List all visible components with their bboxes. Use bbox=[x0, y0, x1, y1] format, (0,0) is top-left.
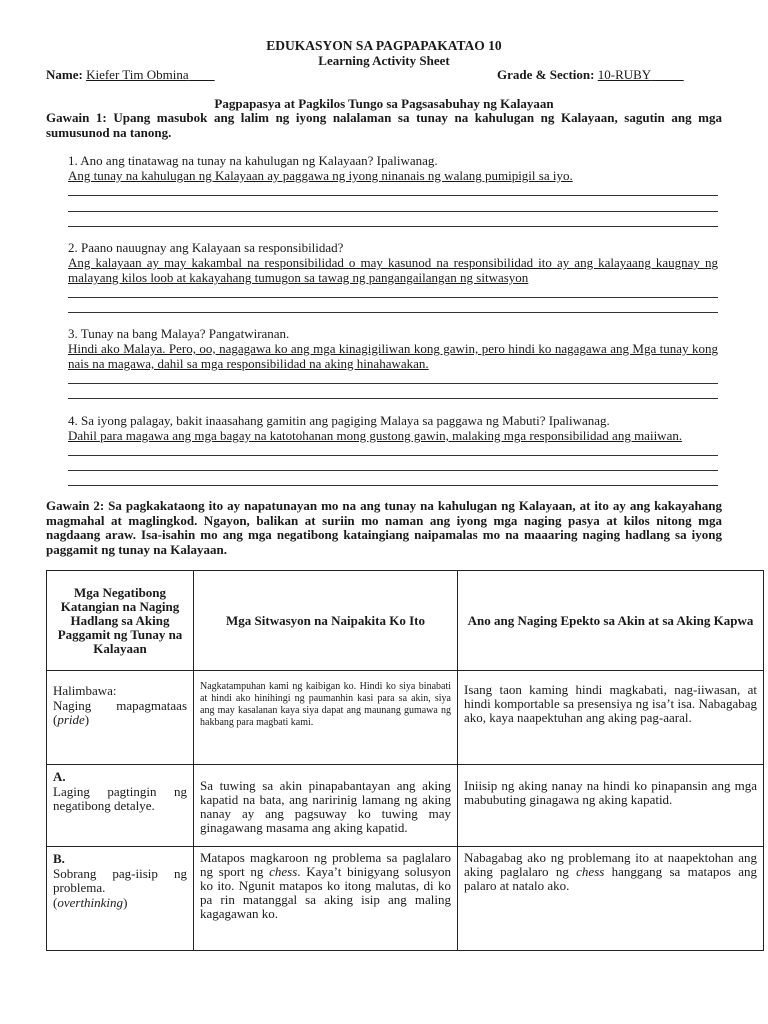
effect-cell bbox=[458, 847, 764, 951]
answer-line bbox=[68, 195, 718, 196]
name-row bbox=[46, 67, 722, 83]
negative-traits-table bbox=[46, 570, 764, 951]
table-row bbox=[47, 671, 764, 765]
answer-line bbox=[68, 470, 718, 471]
column-header-situations: Mga Sitwasyon na Naipakita Ko Ito bbox=[194, 571, 458, 671]
name-value: Kiefer Tim Obmina bbox=[86, 67, 189, 82]
table-row bbox=[47, 765, 764, 847]
grade-label: Grade & Section: bbox=[497, 67, 595, 82]
column-header-traits: Mga Negatibong Katangian na Naging Hadlang sa Aking Paggamit ng Tunay na Kalayaan bbox=[47, 571, 194, 671]
situation-cell bbox=[194, 671, 458, 765]
gawain-1-instructions: Gawain 1: Upang masubok ang lalim ng iyong nalalaman sa tunay na kahulugan ng Kalayaan, sagutin ang mga sumusunod na tanong. bbox=[46, 110, 722, 140]
document-subtitle: Learning Activity Sheet bbox=[318, 53, 450, 68]
document-title: EDUKASYON SA PAGPAPAKATAO 10 bbox=[266, 38, 502, 53]
grade-section bbox=[497, 67, 684, 83]
section-title: Pagpapasya at Pagkilos Tungo sa Pagsasabuhay ng Kalayaan bbox=[214, 96, 554, 111]
effect-text: Iniisip ng aking nanay na hindi ko pinapansin ang mga mabubuting ginagawa ng aking kapatid. bbox=[464, 778, 757, 807]
answer-line bbox=[68, 398, 718, 399]
answer-1: Ang tunay na kahulugan ng Kalayaan ay paggawa ng iyong ninanais ng walang pumipigil sa iyo. bbox=[68, 168, 573, 183]
gawain-2-instructions: Gawain 2: Sa pagkakataong ito ay napatunayan mo na ang tunay na kahulugan ng Kalayaan, at ito ay ang kakayahang magmahal at maglingkod. Ngayon, balikan at suriin mo naman ang iyong mga naging pasya at kilos nitong mga nagdaang araw. Isa-isahin mo ang mga negatibong kataingiang naipamalas mo na maaaring naging hadlang sa iyong paggamit ng tunay na Kalayaan. bbox=[46, 498, 722, 557]
situation-cell bbox=[194, 765, 458, 847]
answer-line bbox=[68, 383, 718, 384]
column-header-effects: Ano ang Naging Epekto sa Akin at sa Aking Kapwa bbox=[458, 571, 764, 671]
answer-4: Dahil para magawa ang mga bagay na katotohanan mong gustong gawin, malaking mga responsibilidad ang maiiwan. bbox=[68, 428, 683, 443]
trait-cell bbox=[47, 847, 194, 951]
answer-line bbox=[68, 485, 718, 486]
question-2: 2. Paano nauugnay ang Kalayaan sa responsibilidad? bbox=[68, 240, 344, 255]
answer-line bbox=[68, 455, 718, 456]
answer-line bbox=[68, 297, 718, 298]
table-header-row bbox=[47, 571, 764, 671]
trait-text: Naging mapagmataas (pride) bbox=[53, 698, 187, 727]
grade-value: 10-RUBY bbox=[597, 67, 652, 82]
trait-note: (overthinking) bbox=[53, 895, 128, 910]
trait-cell bbox=[47, 765, 194, 847]
effect-text: Nabagabag ako ng problemang ito at naapektohan ang aking paglalaro ng chess hanggang sa matapos ang palaro at natalo ako. bbox=[464, 850, 757, 893]
answer-line bbox=[68, 312, 718, 313]
question-1: 1. Ano ang tinatawag na tunay na kahulugan ng Kalayaan? Ipaliwanag. bbox=[68, 153, 438, 168]
trait-text: Sobrang pag-iisip ng problema. bbox=[53, 866, 187, 895]
situation-text: Matapos magkaroon ng problema sa paglalaro ng sport ng chess. Kaya’t binigyang solusyon ko ito. Ngunit matapos ko itong malutas, di ko pa rin matanggal sa aking isip ang maling kagagawan ko. bbox=[200, 850, 451, 921]
effect-cell bbox=[458, 765, 764, 847]
question-3: 3. Tunay na bang Malaya? Pangatwiranan. bbox=[68, 326, 290, 341]
table-row bbox=[47, 847, 764, 951]
trait-label: Halimbawa: bbox=[53, 683, 117, 698]
answer-2: Ang kalayaan ay may kakambal na responsibilidad o may kasunod na responsibilidad ito ay ang kalayaang kaugnay ng malayang kilos loob at kakayahang tumugon sa tawag ng pangangailangan ng sitwasyon bbox=[68, 255, 718, 285]
trait-letter: B. bbox=[53, 851, 65, 866]
answer-3: Hindi ako Malaya. Pero, oo, nagagawa ko ang mga kinagigiliwan kong gawin, pero hindi ko nagagawa ang Mga tunay kong nais na magawa, dahil sa mga responsibilidad na aking hinahawakan. bbox=[68, 341, 718, 371]
trait-text: Laging pagtingin ng negatibong detalye. bbox=[53, 784, 187, 813]
situation-text: Sa tuwing sa akin pinapabantayan ang aking kapatid na bata, ang naririnig lamang ng aking nanay ay ang pagsuway ko tuwing may ginagawang masama ang aking kapatid. bbox=[200, 778, 451, 835]
effect-text: Isang taon kaming hindi magkabati, nag-iiwasan, at hindi komportable sa presensiya ng isa’t isa. Nabagabag ako, kaya naapektuhan ang aking pag-aaral. bbox=[464, 682, 757, 725]
name-label: Name: bbox=[46, 67, 83, 82]
trait-letter: A. bbox=[53, 769, 66, 784]
answer-line bbox=[68, 211, 718, 212]
question-4: 4. Sa iyong palagay, bakit inaasahang gamitin ang pagiging Malaya sa paggawa ng Mabuti? Ipaliwanag. bbox=[68, 413, 610, 428]
effect-cell bbox=[458, 671, 764, 765]
situation-cell bbox=[194, 847, 458, 951]
answer-line bbox=[68, 226, 718, 227]
trait-cell bbox=[47, 671, 194, 765]
situation-text: Nagkatampuhan kami ng kaibigan ko. Hindi ko siya binabati at hindi ako hinihingi ng paumanhin kasi para sa akin, siya ang may kasalanan kaya siya dapat ang maunang gumawa ng hakbang para magbati kami. bbox=[200, 681, 451, 728]
